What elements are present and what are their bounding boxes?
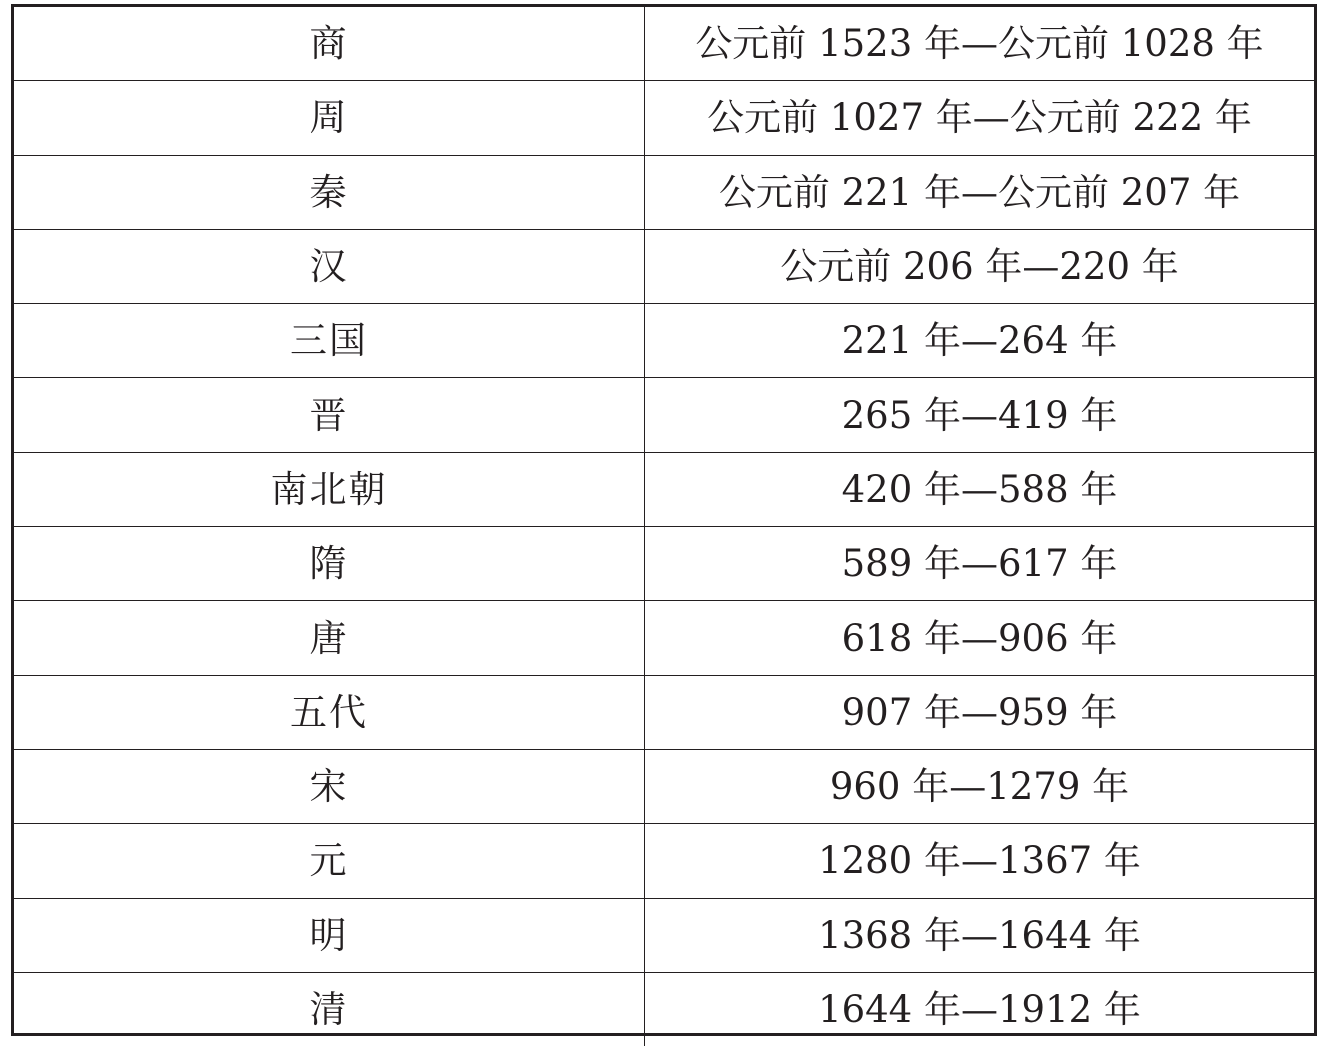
dynasty-table-container [11,4,1317,1036]
dynasty-name-cell: 唐 [14,601,645,675]
table-row [14,229,1314,303]
dynasty-name-cell: 商 [14,7,645,81]
period-range-cell: 1644 年—1912 年 [645,972,1315,1046]
dynasty-name-cell: 清 [14,972,645,1046]
period-range-cell: 1280 年—1367 年 [645,824,1315,898]
table-row [14,304,1314,378]
table-row [14,824,1314,898]
dynasty-name-cell: 明 [14,898,645,972]
period-range-cell: 公元前 206 年—220 年 [645,229,1315,303]
period-range-cell: 420 年—588 年 [645,452,1315,526]
table-row [14,527,1314,601]
table-row [14,378,1314,452]
period-range-cell: 公元前 1027 年—公元前 222 年 [645,81,1315,155]
dynasty-name-cell: 汉 [14,229,645,303]
dynasty-name-cell: 秦 [14,155,645,229]
dynasty-name-cell: 元 [14,824,645,898]
dynasty-name-cell: 宋 [14,749,645,823]
table-row [14,7,1314,81]
period-range-cell: 589 年—617 年 [645,527,1315,601]
period-range-cell: 公元前 221 年—公元前 207 年 [645,155,1315,229]
table-row [14,81,1314,155]
period-range-cell: 1368 年—1644 年 [645,898,1315,972]
period-range-cell: 公元前 1523 年—公元前 1028 年 [645,7,1315,81]
period-range-cell: 907 年—959 年 [645,675,1315,749]
period-range-cell: 265 年—419 年 [645,378,1315,452]
table-row [14,898,1314,972]
dynasty-name-cell: 晋 [14,378,645,452]
table-row [14,749,1314,823]
table-row [14,972,1314,1046]
period-range-cell: 618 年—906 年 [645,601,1315,675]
table-row [14,675,1314,749]
dynasty-name-cell: 隋 [14,527,645,601]
period-range-cell: 221 年—264 年 [645,304,1315,378]
dynasty-name-cell: 周 [14,81,645,155]
dynasty-name-cell: 五代 [14,675,645,749]
table-row [14,601,1314,675]
dynasty-table [14,7,1314,1046]
period-range-cell: 960 年—1279 年 [645,749,1315,823]
dynasty-name-cell: 三国 [14,304,645,378]
table-row [14,452,1314,526]
table-row [14,155,1314,229]
dynasty-name-cell: 南北朝 [14,452,645,526]
